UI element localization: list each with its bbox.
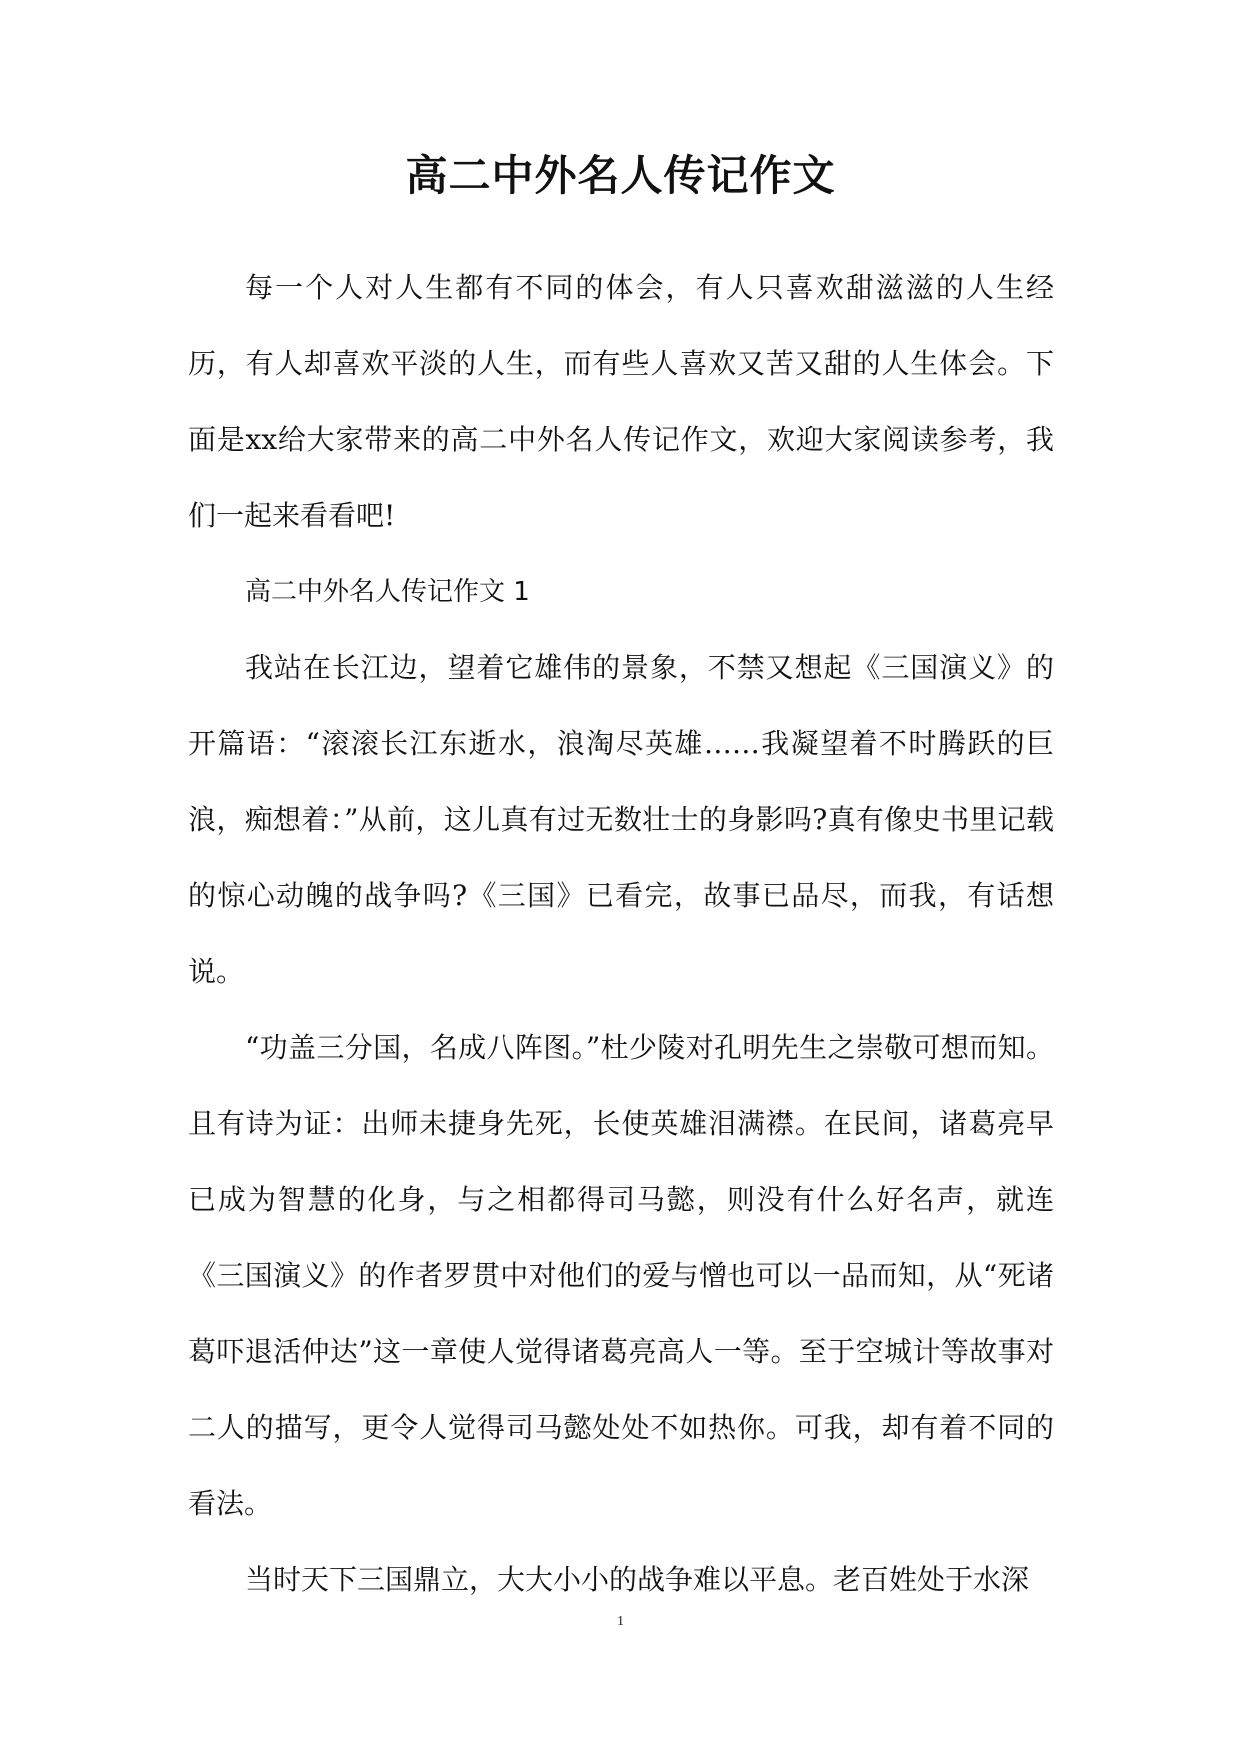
page-number: 1 xyxy=(617,1614,624,1629)
document-body xyxy=(188,250,1054,1618)
document-title: 高二中外名人传记作文 xyxy=(405,151,836,200)
body-paragraph: 我站在长江边，望着它雄伟的景象，不禁又想起《三国演义》的开篇语：“滚滚长江东逝水，浪淘尽英雄……我凝望着不时腾跃的巨浪，痴想着：”从前，这儿真有过无数壮士的身影吗?真有像史书里记载的惊心动魄的战争吗?《三国》已看完，故事已品尽，而我，有话想说。 xyxy=(188,651,1054,988)
section-heading: 高二中外名人传记作文 1 xyxy=(245,577,530,607)
intro-paragraph: 每一个人对人生都有不同的体会，有人只喜欢甜滋滋的人生经历，有人却喜欢平淡的人生，而有些人喜欢又苦又甜的人生体会。下面是xx给大家带来的高二中外名人传记作文，欢迎大家阅读参考，我们一起来看看吧! xyxy=(188,271,1054,532)
body-paragraph: 当时天下三国鼎立，大大小小的战争难以平息。老百姓处于水深 xyxy=(245,1563,1030,1596)
body-paragraph: “功盖三分国，名成八阵图。”杜少陵对孔明先生之崇敬可想而知。且有诗为证：出师未捷身先死，长使英雄泪满襟。在民间，诸葛亮早已成为智慧的化身，与之相都得司马懿，则没有什么好名声，就连《三国演义》的作者罗贯中对他们的爱与憎也可以一品而知，从“死诸葛吓退活仲达”这一章使人觉得诸葛亮高人一等。至于空城计等故事对二人的描写，更令人觉得司马懿处处不如热你。可我，却有着不同的看法。 xyxy=(188,1031,1054,1520)
